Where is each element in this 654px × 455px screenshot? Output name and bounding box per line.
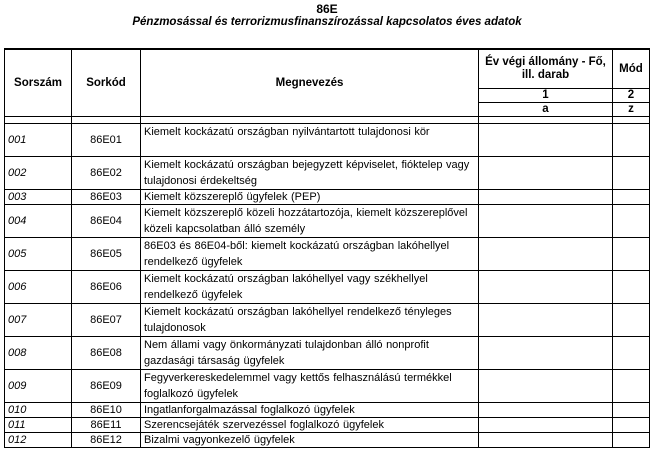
- row-mod-cell[interactable]: [613, 370, 650, 403]
- row-mod-cell[interactable]: [613, 418, 650, 433]
- row-sorszam: 004: [5, 205, 72, 238]
- row-mod-cell[interactable]: [613, 433, 650, 448]
- row-value-cell[interactable]: [479, 271, 613, 304]
- row-sorkod: 86E11: [72, 418, 141, 433]
- table-row: [5, 337, 650, 370]
- row-sorszam: 003: [5, 190, 72, 205]
- col-number-ev-vegi: 1: [479, 89, 613, 103]
- row-value-cell[interactable]: [479, 124, 613, 157]
- col-header-sorkod: Sorkód: [72, 49, 141, 117]
- row-sorkod: 86E05: [72, 238, 141, 271]
- row-megnevezes: Kiemelt kockázatú országban nyilvántartott tulajdonosi kör: [141, 124, 479, 157]
- row-sorkod: 86E09: [72, 370, 141, 403]
- row-megnevezes: Kiemelt kockázatú országban bejegyzett képviselet, fióktelep vagy tulajdonosi érdekeltség: [141, 157, 479, 190]
- row-megnevezes: Kiemelt közszereplő közeli hozzátartozója, kiemelt közszereplővel közeli kapcsolatban álló személy: [141, 205, 479, 238]
- row-megnevezes: Ingatlanforgalmazással foglalkozó ügyfelek: [141, 403, 479, 418]
- row-value-cell[interactable]: [479, 418, 613, 433]
- row-mod-cell[interactable]: [613, 337, 650, 370]
- row-sorszam: 007: [5, 304, 72, 337]
- data-table: [4, 48, 650, 448]
- col-header-sorszam: Sorszám: [5, 49, 72, 117]
- row-megnevezes: Bizalmi vagyonkezelő ügyfelek: [141, 433, 479, 448]
- row-sorkod: 86E01: [72, 124, 141, 157]
- row-mod-cell[interactable]: [613, 403, 650, 418]
- table-row: [5, 418, 650, 433]
- row-megnevezes: Kiemelt kockázatú országban lakóhellyel rendelkező tényleges tulajdonosok: [141, 304, 479, 337]
- row-sorkod: 86E03: [72, 190, 141, 205]
- col-header-megnevezes: Megnevezés: [141, 49, 479, 117]
- row-mod-cell[interactable]: [613, 238, 650, 271]
- row-sorszam: 006: [5, 271, 72, 304]
- row-sorkod: 86E10: [72, 403, 141, 418]
- row-megnevezes: Fegyverkereskedelemmel vagy kettős felhasználású termékkel foglalkozó ügyfelek: [141, 370, 479, 403]
- table-row: [5, 205, 650, 238]
- table-row: [5, 157, 650, 190]
- row-sorkod: 86E06: [72, 271, 141, 304]
- row-sorszam: 011: [5, 418, 72, 433]
- row-sorkod: 86E08: [72, 337, 141, 370]
- table-row: [5, 403, 650, 418]
- col-header-mod: Mód: [613, 49, 650, 89]
- col-number-mod: 2: [613, 89, 650, 103]
- form-code: 86E: [316, 2, 338, 16]
- row-sorszam: 009: [5, 370, 72, 403]
- table-row: [5, 370, 650, 403]
- row-mod-cell[interactable]: [613, 157, 650, 190]
- row-value-cell[interactable]: [479, 205, 613, 238]
- row-value-cell[interactable]: [479, 304, 613, 337]
- col-letter-ev-vegi: a: [479, 103, 613, 117]
- row-sorkod: 86E04: [72, 205, 141, 238]
- row-megnevezes: Kiemelt közszereplő ügyfelek (PEP): [141, 190, 479, 205]
- row-megnevezes: 86E03 és 86E04-ből: kiemelt kockázatú országban lakóhellyel rendelkező ügyfelek: [141, 238, 479, 271]
- row-sorszam: 005: [5, 238, 72, 271]
- col-header-ev-vegi: Év végi állomány - Fő, ill. darab: [479, 49, 613, 89]
- row-megnevezes: Nem állami vagy önkormányzati tulajdonban álló nonprofit gazdasági társaság ügyfelek: [141, 337, 479, 370]
- table-row: [5, 238, 650, 271]
- row-value-cell[interactable]: [479, 190, 613, 205]
- table-row: [5, 271, 650, 304]
- row-value-cell[interactable]: [479, 337, 613, 370]
- row-mod-cell[interactable]: [613, 190, 650, 205]
- table-row: [5, 304, 650, 337]
- row-sorkod: 86E02: [72, 157, 141, 190]
- row-value-cell[interactable]: [479, 370, 613, 403]
- row-megnevezes: Kiemelt kockázatú országban lakóhellyel vagy székhellyel rendelkező ügyfelek: [141, 271, 479, 304]
- row-value-cell[interactable]: [479, 238, 613, 271]
- table-row: [5, 124, 650, 157]
- row-sorszam: 012: [5, 433, 72, 448]
- form-title: Pénzmosással és terrorizmusfinanszírozással kapcsolatos éves adatok: [132, 16, 522, 28]
- row-mod-cell[interactable]: [613, 124, 650, 157]
- table-row: [5, 433, 650, 448]
- row-mod-cell[interactable]: [613, 304, 650, 337]
- row-sorszam: 008: [5, 337, 72, 370]
- row-value-cell[interactable]: [479, 157, 613, 190]
- row-mod-cell[interactable]: [613, 271, 650, 304]
- row-mod-cell[interactable]: [613, 205, 650, 238]
- row-sorkod: 86E07: [72, 304, 141, 337]
- row-value-cell[interactable]: [479, 403, 613, 418]
- col-letter-mod: z: [613, 103, 650, 117]
- row-sorszam: 002: [5, 157, 72, 190]
- row-sorszam: 010: [5, 403, 72, 418]
- row-sorkod: 86E12: [72, 433, 141, 448]
- table-row: [5, 190, 650, 205]
- row-megnevezes: Szerencsejáték szervezéssel foglalkozó ügyfelek: [141, 418, 479, 433]
- row-sorszam: 001: [5, 124, 72, 157]
- row-value-cell[interactable]: [479, 433, 613, 448]
